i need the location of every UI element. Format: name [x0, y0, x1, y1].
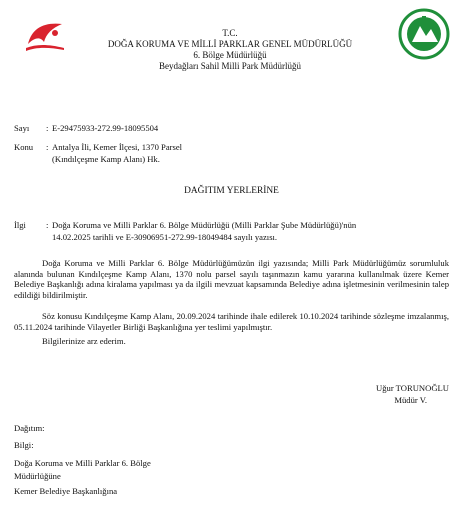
body-paragraph-3: Bilgilerinize arz ederim.: [42, 336, 126, 346]
national-parks-logo-icon: [398, 8, 450, 60]
distribution-title: DAĞITIM YERLERİNE: [184, 186, 279, 196]
dagitim-label: Dağıtım:: [14, 423, 45, 433]
konu-value-line2: (Kındılçeşme Kamp Alanı) Hk.: [52, 154, 160, 164]
sayi-colon: :: [46, 123, 49, 133]
bilgi-label: Bilgi:: [14, 440, 34, 450]
signature-title: Müdür V.: [394, 395, 427, 405]
sayi-value: E-29475933-272.99-18095504: [52, 123, 159, 133]
ilgi-line2: 14.02.2025 tarihli ve E-30906951-272.99-18049484 sayılı yazısı.: [52, 232, 278, 242]
header-tc: T.C.: [222, 28, 238, 38]
konu-colon: :: [46, 142, 49, 152]
sayi-row: [14, 123, 449, 135]
signature-name: Uğur TORUNOĞLU: [376, 383, 449, 393]
sayi-label: Sayı: [14, 123, 30, 133]
ilgi-row: [14, 220, 449, 244]
konu-label: Konu: [14, 142, 34, 152]
distribution-item: Kemer Belediye Başkanlığına: [14, 486, 118, 496]
header-park: Beydağları Sahil Milli Park Müdürlüğü: [159, 61, 301, 71]
ilgi-label: İlgi: [14, 220, 26, 230]
distribution-item: Doğa Koruma ve Milli Parklar 6. Bölge: [14, 458, 151, 468]
konu-value-line1: Antalya İli, Kemer İlçesi, 1370 Parsel: [52, 142, 183, 152]
header-directorate: DOĞA KORUMA VE MİLLİ PARKLAR GENEL MÜDÜRLÜĞÜ: [107, 39, 353, 49]
header-region: 6. Bölge Müdürlüğü: [193, 50, 267, 60]
distribution-item: Müdürlüğüne: [14, 471, 61, 481]
ministry-emblem-icon: [22, 14, 68, 60]
ilgi-line1: Doğa Koruma ve Milli Parklar 6. Bölge Müdürlüğü (Milli Parklar Şube Müdürlüğü)'nün: [52, 220, 357, 230]
konu-row: [14, 142, 449, 166]
ilgi-colon: :: [46, 220, 49, 230]
body-paragraph-1: Doğa Koruma ve Milli Parklar 6. Bölge Müdürlüğümüzün ilgi yazısında; Milli Park Müdürlüğümüz sorumluluk alanında bulunan Kındılçeşme Kamp Alanı, 1370 nolu parsel sayılı taşınmazın kamu yararına kullanılmak üzere Kemer Belediye Başkanlığı adına kiralama yapılması ya da ilgili mevzuat kapsamında Belediye adına işletmesinin verilmesinin talep edildiği bildirilmiştir.: [14, 258, 449, 301]
body-paragraph-2: Söz konusu Kındılçeşme Kamp Alanı, 20.09.2024 tarihinde ihale edilerek 10.10.2024 tarihinde sözleşme imzalanmış, 05.11.2024 tarihinde Vilayetler Birliği Başkanlığına yer teslimi yapılmıştır.: [14, 311, 449, 332]
